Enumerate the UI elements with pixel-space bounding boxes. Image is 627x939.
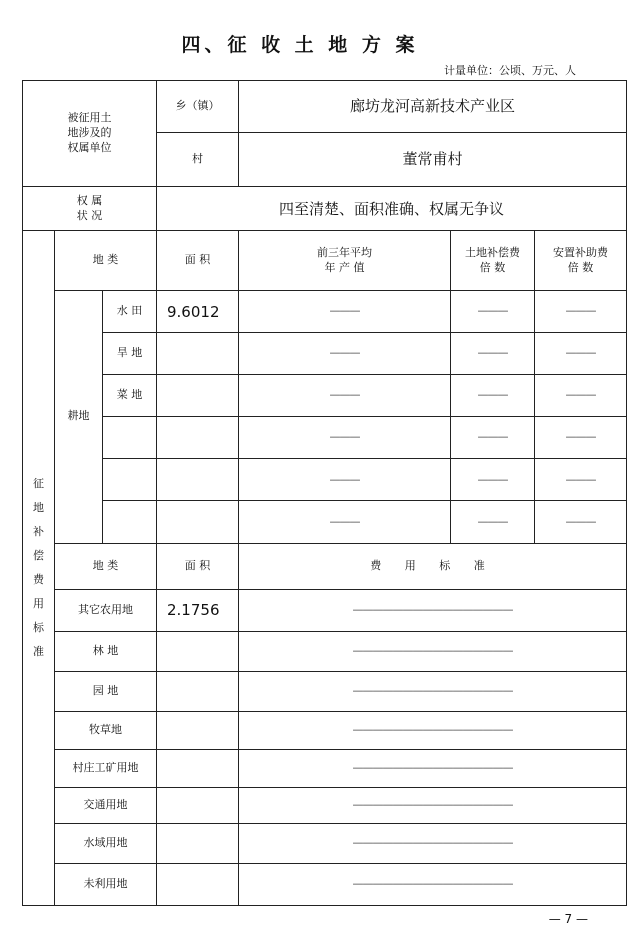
land-comp-cell: ——— <box>451 375 535 417</box>
header-land-comp-line2: 倍 数 <box>479 260 506 274</box>
fee-cell: ———————————————— <box>239 589 627 631</box>
land-type-cell: 菜 地 <box>103 375 157 417</box>
header-avg-output <box>239 231 451 291</box>
land-type-cell: 村庄工矿用地 <box>55 749 157 787</box>
avg-output-cell: ——— <box>239 333 451 375</box>
header2-area: 面 积 <box>157 543 239 589</box>
land-acquisition-table <box>22 80 627 906</box>
land-type-cell: 未利用地 <box>55 863 157 905</box>
fee-cell: ———————————————— <box>239 711 627 749</box>
resettle-cell: ——— <box>535 501 627 543</box>
land-comp-cell: ——— <box>451 291 535 333</box>
ownership-status-label <box>23 187 157 231</box>
area-cell: 2.1756 <box>157 589 239 631</box>
header-avg-output-line2: 年 产 值 <box>324 260 365 274</box>
land-type-cell: 牧草地 <box>55 711 157 749</box>
village-value: 董常甫村 <box>239 133 627 187</box>
resettle-cell: ——— <box>535 459 627 501</box>
compensation-side-label <box>23 231 55 906</box>
area-cell <box>157 823 239 863</box>
fee-cell: ———————————————— <box>239 823 627 863</box>
land-comp-cell: ——— <box>451 417 535 459</box>
ownership-label-line3: 权属单位 <box>67 140 112 154</box>
status-label-line2: 状 况 <box>76 208 103 222</box>
compensation-side-text: 征地补偿费用标准 <box>33 477 44 659</box>
header-resettle-line1: 安置补助费 <box>553 245 608 259</box>
land-type-cell: 水域用地 <box>55 823 157 863</box>
area-cell <box>157 749 239 787</box>
area-cell <box>157 711 239 749</box>
area-cell <box>157 333 239 375</box>
land-type-cell: 园 地 <box>55 671 157 711</box>
land-type-cell: 交通用地 <box>55 787 157 823</box>
table-row <box>23 501 627 543</box>
cultivated-label: 耕地 <box>55 291 103 543</box>
table-row <box>23 671 627 711</box>
land-type-cell: 水 田 <box>103 291 157 333</box>
village-label: 村 <box>157 133 239 187</box>
table-row <box>23 375 627 417</box>
header-avg-output-line1: 前三年平均 <box>317 245 372 259</box>
township-label: 乡（镇） <box>157 81 239 133</box>
table-row <box>23 863 627 905</box>
fee-cell: ———————————————— <box>239 671 627 711</box>
area-cell <box>157 631 239 671</box>
table-row <box>23 417 627 459</box>
area-cell <box>157 375 239 417</box>
avg-output-cell: ——— <box>239 375 451 417</box>
header-land-comp <box>451 231 535 291</box>
area-cell <box>157 417 239 459</box>
resettle-cell: ——— <box>535 417 627 459</box>
land-type-cell: 旱 地 <box>103 333 157 375</box>
table-row <box>23 589 627 631</box>
table-row <box>23 823 627 863</box>
header2-land-type: 地 类 <box>55 543 157 589</box>
header-area: 面 积 <box>157 231 239 291</box>
table-row <box>23 711 627 749</box>
fee-cell: ———————————————— <box>239 749 627 787</box>
area-cell: 9.6012 <box>157 291 239 333</box>
land-type-cell <box>103 417 157 459</box>
ownership-label-line1: 被征用土 <box>67 111 112 125</box>
avg-output-cell: ——— <box>239 459 451 501</box>
header-land-type: 地 类 <box>55 231 157 291</box>
unit-note: 计量单位：公顷、万元、人 <box>444 64 576 77</box>
resettle-cell: ——— <box>535 375 627 417</box>
area-cell <box>157 671 239 711</box>
land-comp-cell: ——— <box>451 333 535 375</box>
table-row <box>23 459 627 501</box>
land-comp-cell: ——— <box>451 459 535 501</box>
header-resettle <box>535 231 627 291</box>
area-cell <box>157 459 239 501</box>
ownership-label <box>23 81 157 187</box>
page-number: — 7 — <box>548 912 588 926</box>
avg-output-cell: ——— <box>239 417 451 459</box>
land-type-cell <box>103 501 157 543</box>
table-row <box>23 291 627 333</box>
page-title: 四、征 收 土 地 方 案 <box>181 34 419 56</box>
fee-cell: ———————————————— <box>239 863 627 905</box>
avg-output-cell: ——— <box>239 291 451 333</box>
fee-cell: ———————————————— <box>239 787 627 823</box>
table-row <box>23 787 627 823</box>
land-comp-cell: ——— <box>451 501 535 543</box>
resettle-cell: ——— <box>535 291 627 333</box>
resettle-cell: ——— <box>535 333 627 375</box>
land-type-cell <box>103 459 157 501</box>
land-type-cell: 林 地 <box>55 631 157 671</box>
header-land-comp-line1: 土地补偿费 <box>465 245 520 259</box>
township-value: 廊坊龙河高新技术产业区 <box>239 81 627 133</box>
status-label-line1: 权 属 <box>76 193 103 207</box>
header-resettle-line2: 倍 数 <box>567 260 594 274</box>
land-type-cell: 其它农用地 <box>55 589 157 631</box>
table-row <box>23 631 627 671</box>
ownership-status-value: 四至清楚、面积准确、权属无争议 <box>157 187 627 231</box>
area-cell <box>157 501 239 543</box>
ownership-label-line2: 地涉及的 <box>67 126 112 140</box>
fee-cell: ———————————————— <box>239 631 627 671</box>
header2-fee-standard: 费 用 标 准 <box>239 543 627 589</box>
table-row <box>23 333 627 375</box>
area-cell <box>157 787 239 823</box>
area-cell <box>157 863 239 905</box>
avg-output-cell: ——— <box>239 501 451 543</box>
table-row <box>23 749 627 787</box>
